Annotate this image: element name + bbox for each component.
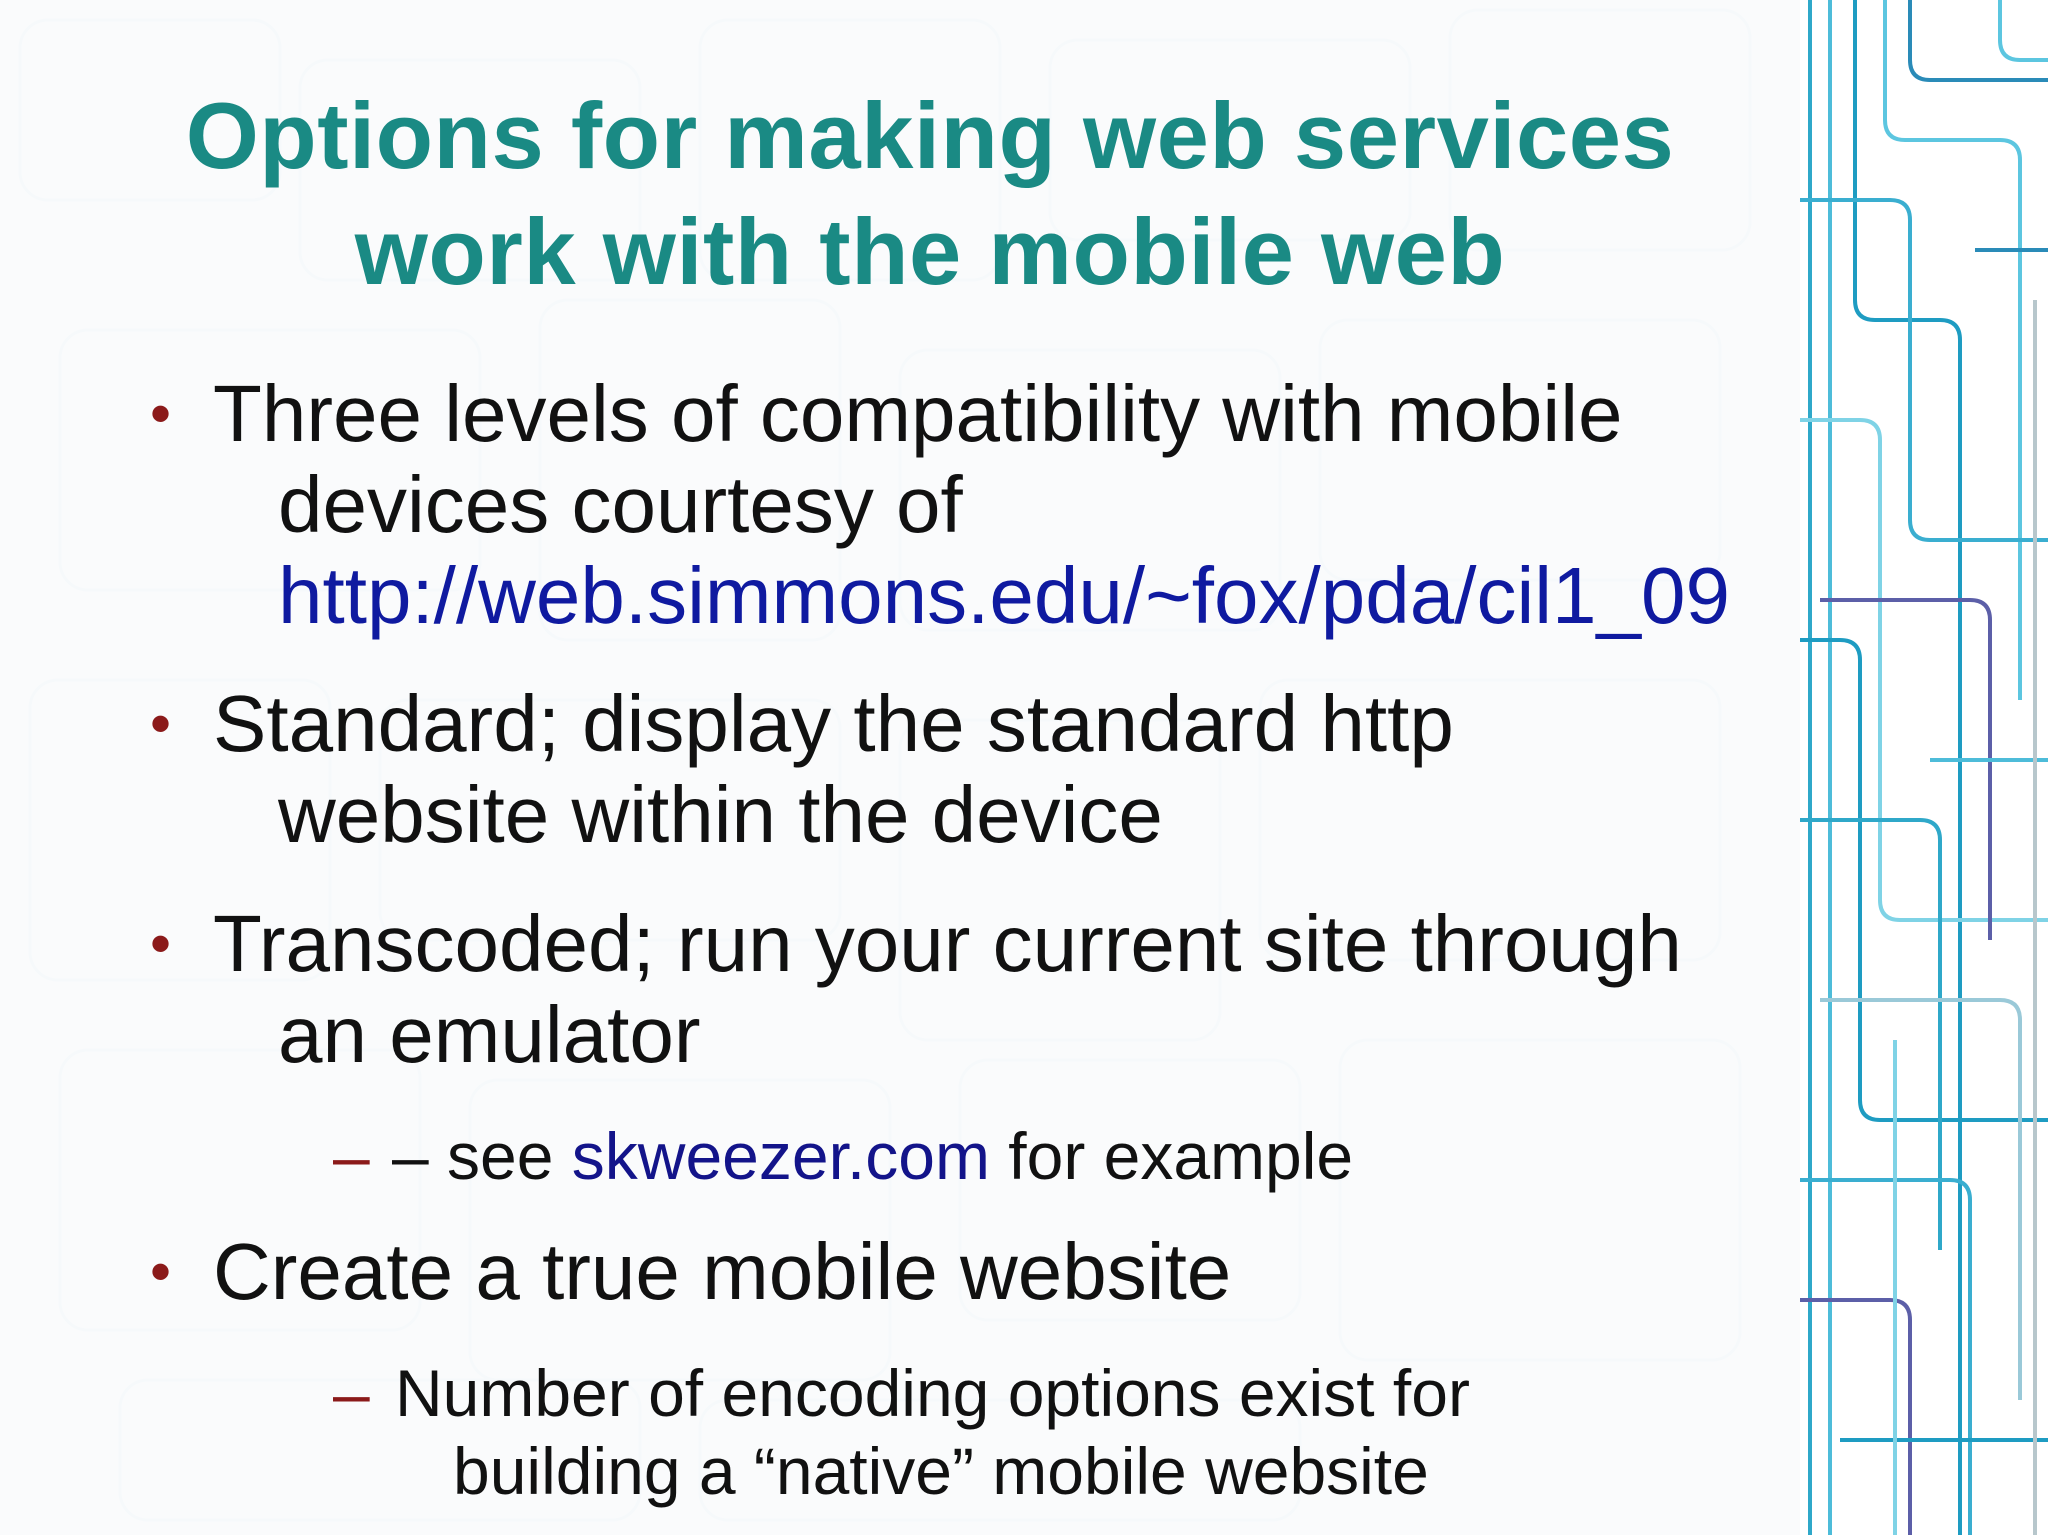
bullet-dot: • [150,1238,172,1305]
skweezer-link[interactable]: skweezer.com [571,1119,990,1193]
sub-suffix: for example [989,1119,1354,1193]
slide-title-line-1: Options for making web services [185,83,1675,188]
sub-dash: – [333,1356,370,1430]
bullet-1-line-1: Three levels of compatibility with mobile [213,369,1623,458]
bullet-1-line-2: devices courtesy of [278,460,963,549]
sub-item-encoding-line-2: building a “native” mobile website [453,1434,1429,1508]
sub-item-skweezer-text [392,1118,1353,1195]
slide-title [80,78,1780,310]
bullet-dot: • [150,380,172,447]
slide-title-line-2: work with the mobile web [354,199,1506,304]
sub-dash: – [333,1119,370,1193]
bullet-4-line-1: Create a true mobile website [213,1227,1232,1316]
bullet-2-line-1: Standard; display the standard http [213,679,1454,768]
bullet-dot: • [150,910,172,977]
bullet-2-line-2: website within the device [278,770,1163,859]
simmons-link[interactable]: http://web.simmons.edu/~fox/pda/cil1_09 [278,551,1730,640]
bullet-3-line-1: Transcoded; run your current site through [213,899,1682,988]
decorative-circuit-strip [1800,0,2048,1535]
sub-item-encoding-line-1: Number of encoding options exist for [395,1356,1470,1430]
bullet-dot: • [150,690,172,757]
circuit-lines-graphic [1800,0,2048,1535]
bullet-3-line-2: an emulator [278,990,701,1079]
bullet-1-link-container [278,550,1755,641]
sub-prefix: – see [392,1119,572,1193]
